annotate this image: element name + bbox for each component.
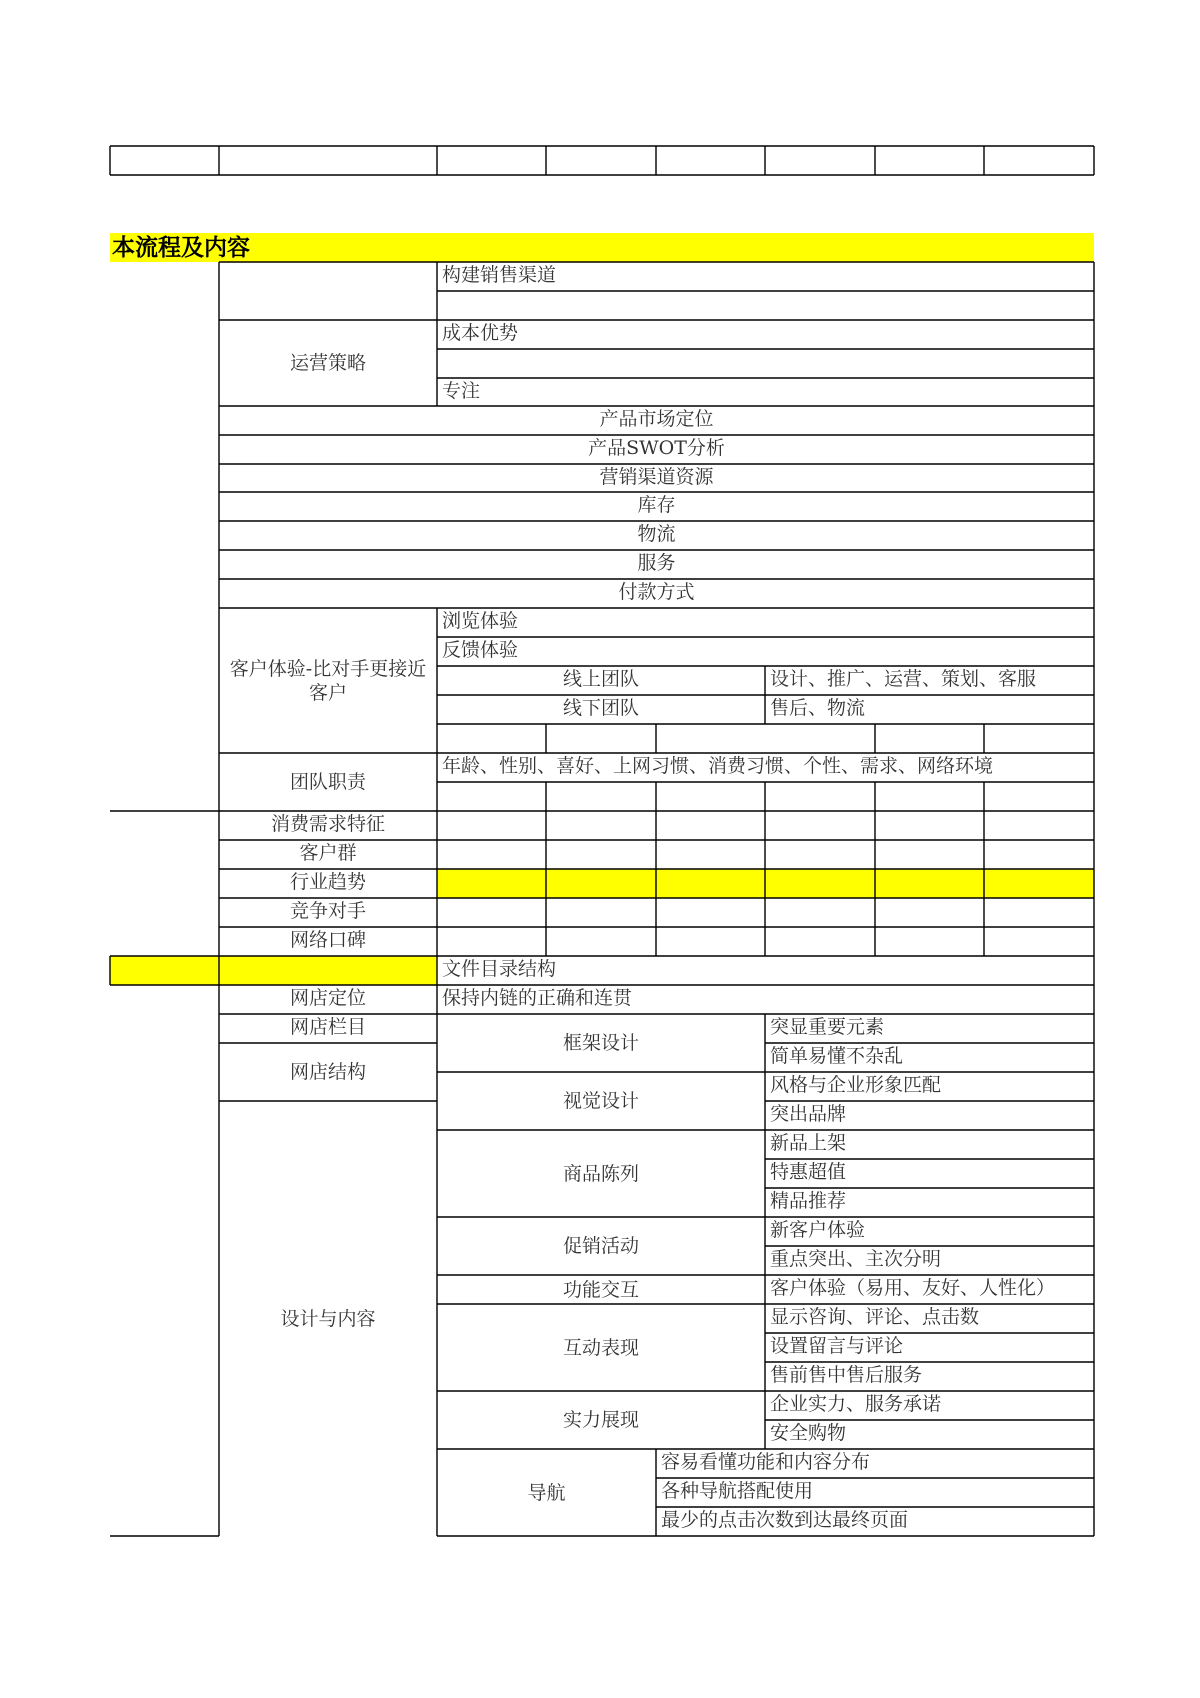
design-group-name: 商品陈列: [562, 1162, 639, 1185]
cell-market-positioning: 产品市场定位: [599, 408, 714, 430]
design-group-item: 特惠超值: [770, 1161, 847, 1183]
design-group-name: 互动表现: [562, 1336, 639, 1359]
design-group-item: 新品上架: [770, 1132, 847, 1154]
cell-consumer-demand: 消费需求特征: [270, 813, 385, 835]
design-group-name: 促销活动: [562, 1235, 639, 1257]
cell-design-content: 设计与内容: [280, 1307, 376, 1330]
design-group-item: 设置留言与评论: [770, 1335, 904, 1357]
design-group-item: 风格与企业形象匹配: [770, 1074, 942, 1096]
navigation-item: 最少的点击次数到达最终页面: [661, 1509, 909, 1531]
cell-customer-experience: 客户体验-比对手更接近客户: [229, 657, 427, 704]
design-group-item: 显示咨询、评论、点击数: [770, 1306, 980, 1328]
cell-shop-structure: 网店结构: [289, 1061, 366, 1083]
cell-customer-group: 客户群: [299, 842, 357, 864]
design-group-name: 框架设计: [562, 1032, 639, 1054]
cell-team-duty: 团队职责: [289, 771, 366, 793]
design-group-item: 新客户体验: [770, 1219, 866, 1241]
cell-channel-resources: 营销渠道资源: [599, 466, 714, 488]
cell-reputation: 网络口碑: [289, 929, 366, 951]
cell-competitors: 竞争对手: [289, 900, 366, 922]
design-group-item: 突显重要元素: [770, 1016, 885, 1038]
design-group-item: 重点突出、主次分明: [770, 1248, 942, 1270]
cell-ops-strategy: 运营策略: [289, 352, 366, 374]
cell-file-directory: 文件目录结构: [442, 958, 557, 980]
design-group-name: 视觉设计: [562, 1090, 639, 1112]
design-group-item: 精品推荐: [770, 1190, 847, 1212]
navigation-item: 容易看懂功能和内容分布: [661, 1451, 871, 1473]
cell-online-team-roles: 设计、推广、运营、策划、客服: [770, 668, 1037, 690]
cell-browse-experience: 浏览体验: [442, 610, 519, 632]
cell-shop-position: 网店定位: [289, 987, 366, 1009]
cell-cost-advantage: 成本优势: [442, 322, 519, 344]
cell-customer-traits: 年龄、性别、喜好、上网习惯、消费习惯、个性、需求、网络环境: [442, 755, 994, 777]
cell-feedback-experience: 反馈体验: [442, 639, 519, 661]
design-group-item: 简单易懂不杂乱: [770, 1045, 904, 1067]
section-title: 本流程及内容: [112, 235, 250, 261]
cell-payment: 付款方式: [618, 581, 695, 603]
cell-focus: 专注: [442, 380, 481, 402]
design-group-item: 企业实力、服务承诺: [770, 1393, 942, 1415]
cell-swot: 产品SWOT分析: [588, 437, 725, 459]
cell-build-channel: 构建销售渠道: [442, 264, 557, 286]
design-group-name: 实力展现: [562, 1409, 639, 1431]
cell-internal-links: 保持内链的正确和连贯: [442, 987, 633, 1009]
cell-offline-team-roles: 售后、物流: [770, 697, 866, 719]
design-group-item: 安全购物: [770, 1422, 847, 1444]
cell-logistics: 物流: [637, 523, 676, 545]
navigation-item: 各种导航搭配使用: [661, 1480, 814, 1502]
cell-online-team: 线上团队: [562, 668, 639, 690]
cell-industry-trend: 行业趋势: [289, 871, 366, 893]
cell-inventory: 库存: [637, 494, 676, 516]
cell-service: 服务: [637, 552, 676, 574]
cell-shop-columns: 网店栏目: [289, 1016, 366, 1038]
cell-offline-team: 线下团队: [562, 697, 639, 719]
design-group-item: 售前售中售后服务: [770, 1364, 923, 1386]
design-group-item: 客户体验（易用、友好、人性化）: [770, 1277, 1056, 1299]
cell-navigation: 导航: [527, 1481, 566, 1504]
design-group-item: 突出品牌: [770, 1103, 847, 1125]
design-group-name: 功能交互: [562, 1278, 639, 1301]
